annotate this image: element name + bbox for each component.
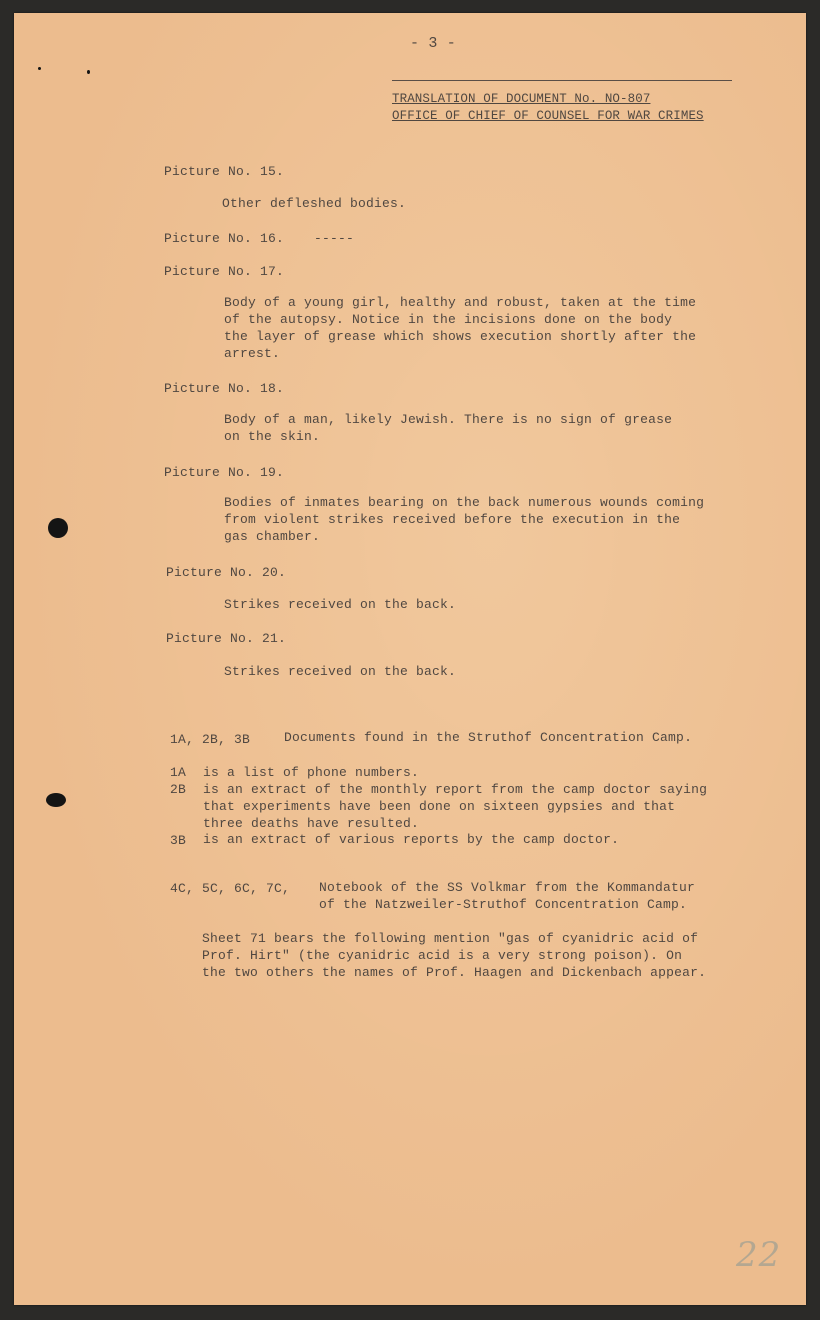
- picture-19-line: gas chamber.: [224, 529, 321, 544]
- folio-number: 22: [736, 1235, 782, 1275]
- picture-21-text: Strikes received on the back.: [224, 664, 457, 679]
- document-code: 1A: [170, 765, 187, 780]
- document-desc-line: is an extract of the monthly report from the camp doctor saying: [203, 782, 708, 797]
- punch-hole: [46, 793, 66, 807]
- punch-hole: [48, 518, 68, 538]
- notebook-body-line: the two others the names of Prof. Haagen and Dickenbach appear.: [202, 965, 707, 980]
- notebook-body-line: Sheet 71 bears the following mention "gas of cyanidric acid of: [202, 931, 699, 946]
- picture-17-line: of the autopsy. Notice in the incisions done on the body: [224, 312, 673, 327]
- documents-codes: 1A, 2B, 3B: [170, 732, 251, 747]
- picture-18-label: Picture No. 18.: [164, 381, 285, 396]
- picture-19-line: Bodies of inmates bearing on the back numerous wounds coming: [224, 495, 705, 510]
- document-desc-line: is a list of phone numbers.: [203, 765, 420, 780]
- picture-18-line: Body of a man, likely Jewish. There is no sign of grease: [224, 412, 673, 427]
- notebook-body-line: Prof. Hirt" (the cyanidric acid is a very strong poison). On: [202, 948, 683, 963]
- picture-16-label: Picture No. 16.: [164, 231, 285, 246]
- picture-16-dash: -----: [314, 231, 355, 246]
- header-rule: [392, 80, 732, 81]
- document-desc-line: is an extract of various reports by the camp doctor.: [203, 832, 620, 847]
- picture-17-line: the layer of grease which shows execution shortly after the: [224, 329, 697, 344]
- picture-15-label: Picture No. 15.: [164, 164, 285, 179]
- header-line-office: OFFICE OF CHIEF OF COUNSEL FOR WAR CRIMES: [392, 109, 704, 123]
- picture-17-label: Picture No. 17.: [164, 264, 285, 279]
- picture-19-line: from violent strikes received before the execution in the: [224, 512, 681, 527]
- page-number: - 3 -: [410, 35, 457, 52]
- documents-title: Documents found in the Struthof Concentration Camp.: [284, 730, 693, 745]
- notebook-codes: 4C, 5C, 6C, 7C,: [170, 881, 291, 896]
- document-code: 3B: [170, 833, 187, 848]
- paper-speck: [38, 67, 41, 70]
- header-line-translation: TRANSLATION OF DOCUMENT No. NO-807: [392, 92, 651, 106]
- picture-17-line: Body of a young girl, healthy and robust, taken at the time: [224, 295, 697, 310]
- picture-20-text: Strikes received on the back.: [224, 597, 457, 612]
- notebook-title-line: Notebook of the SS Volkmar from the Kommandatur: [319, 880, 696, 895]
- picture-17-line: arrest.: [224, 346, 281, 361]
- picture-18-line: on the skin.: [224, 429, 321, 444]
- notebook-title-line: of the Natzweiler-Struthof Concentration Camp.: [319, 897, 688, 912]
- picture-21-label: Picture No. 21.: [166, 631, 287, 646]
- document-page: [14, 13, 806, 1305]
- picture-19-label: Picture No. 19.: [164, 465, 285, 480]
- document-desc-line: three deaths have resulted.: [203, 816, 420, 831]
- picture-20-label: Picture No. 20.: [166, 565, 287, 580]
- paper-speck: [87, 70, 90, 74]
- document-code: 2B: [170, 782, 187, 797]
- document-desc-line: that experiments have been done on sixteen gypsies and that: [203, 799, 676, 814]
- picture-15-text: Other defleshed bodies.: [222, 196, 407, 211]
